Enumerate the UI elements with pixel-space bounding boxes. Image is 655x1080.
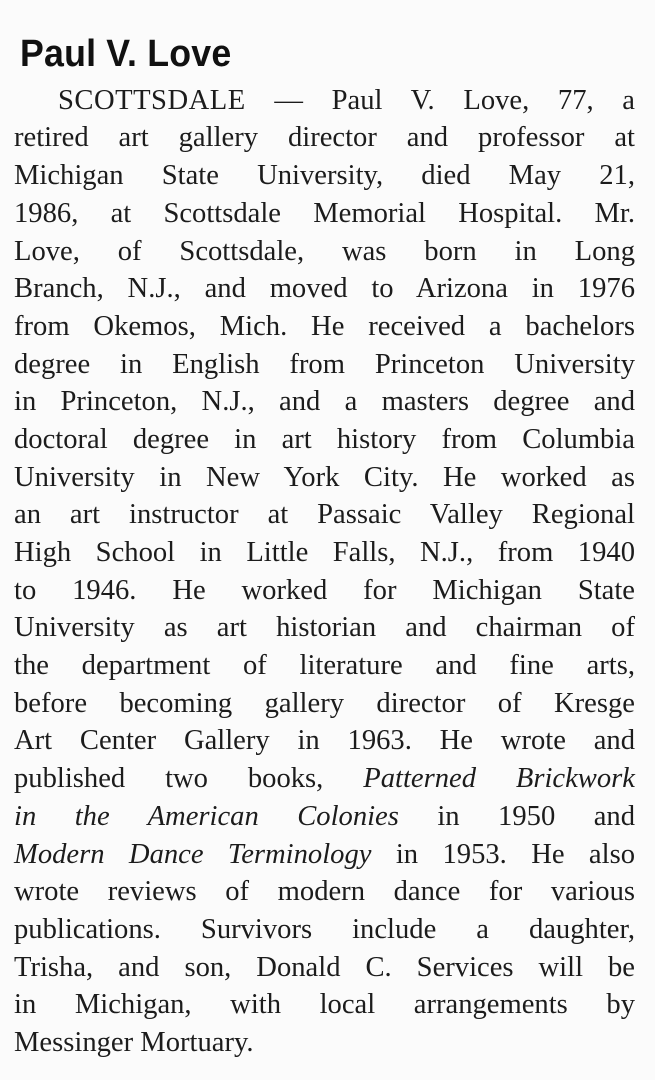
text-line: before becoming gallery director of Kresge bbox=[14, 687, 635, 719]
text-line: wrote reviews of modern dance for various bbox=[14, 876, 635, 908]
text-line: publications. Survivors include a daughter, bbox=[14, 913, 635, 945]
text-line: in Michigan, with local arrangements by bbox=[14, 989, 635, 1021]
text-line: High School in Little Falls, N.J., from 1940 bbox=[14, 537, 635, 569]
text-line-lead: published two books, bbox=[14, 763, 364, 795]
book-title: Patterned Brickwork bbox=[363, 763, 635, 795]
text-line: University as art historian and chairman of bbox=[14, 612, 635, 644]
text-line: University in New York City. He worked as bbox=[14, 461, 635, 493]
text-line bbox=[14, 836, 635, 874]
text-line-rest: — Paul V. Love, 77, a bbox=[245, 84, 635, 116]
text-line: an art instructor at Passaic Valley Regional bbox=[14, 499, 635, 531]
text-line: to 1946. He worked for Michigan State bbox=[14, 574, 635, 606]
text-line: Messinger Mortuary. bbox=[14, 1026, 254, 1058]
text-line: doctoral degree in art history from Columbia bbox=[14, 423, 635, 455]
text-line bbox=[14, 760, 635, 798]
text-line: retired art gallery director and professor at bbox=[14, 122, 635, 154]
text-line: from Okemos, Mich. He received a bachelors bbox=[14, 310, 635, 342]
text-line bbox=[14, 798, 635, 836]
text-line: degree in English from Princeton University bbox=[14, 348, 635, 380]
text-line: in Princeton, N.J., and a masters degree and bbox=[14, 386, 635, 418]
dateline: SCOTTSDALE bbox=[58, 84, 246, 116]
text-line: Michigan State University, died May 21, bbox=[14, 160, 635, 192]
text-line bbox=[14, 82, 635, 120]
text-line-rest: in 1953. He also bbox=[371, 838, 635, 870]
book-title: in the American Colonies bbox=[14, 800, 399, 832]
book-title: Modern Dance Terminology bbox=[14, 838, 372, 870]
text-line: Trisha, and son, Donald C. Services will be bbox=[14, 951, 635, 983]
text-line: Love, of Scottsdale, was born in Long bbox=[14, 235, 635, 267]
text-line: Art Center Gallery in 1963. He wrote and bbox=[14, 725, 635, 757]
text-line: 1986, at Scottsdale Memorial Hospital. Mr. bbox=[14, 197, 635, 229]
text-line: Branch, N.J., and moved to Arizona in 1976 bbox=[14, 273, 635, 305]
text-line: the department of literature and fine arts, bbox=[14, 650, 635, 682]
headline: Paul V. Love bbox=[20, 33, 232, 75]
text-line-rest: in 1950 and bbox=[398, 800, 635, 832]
article-body bbox=[14, 82, 635, 1062]
